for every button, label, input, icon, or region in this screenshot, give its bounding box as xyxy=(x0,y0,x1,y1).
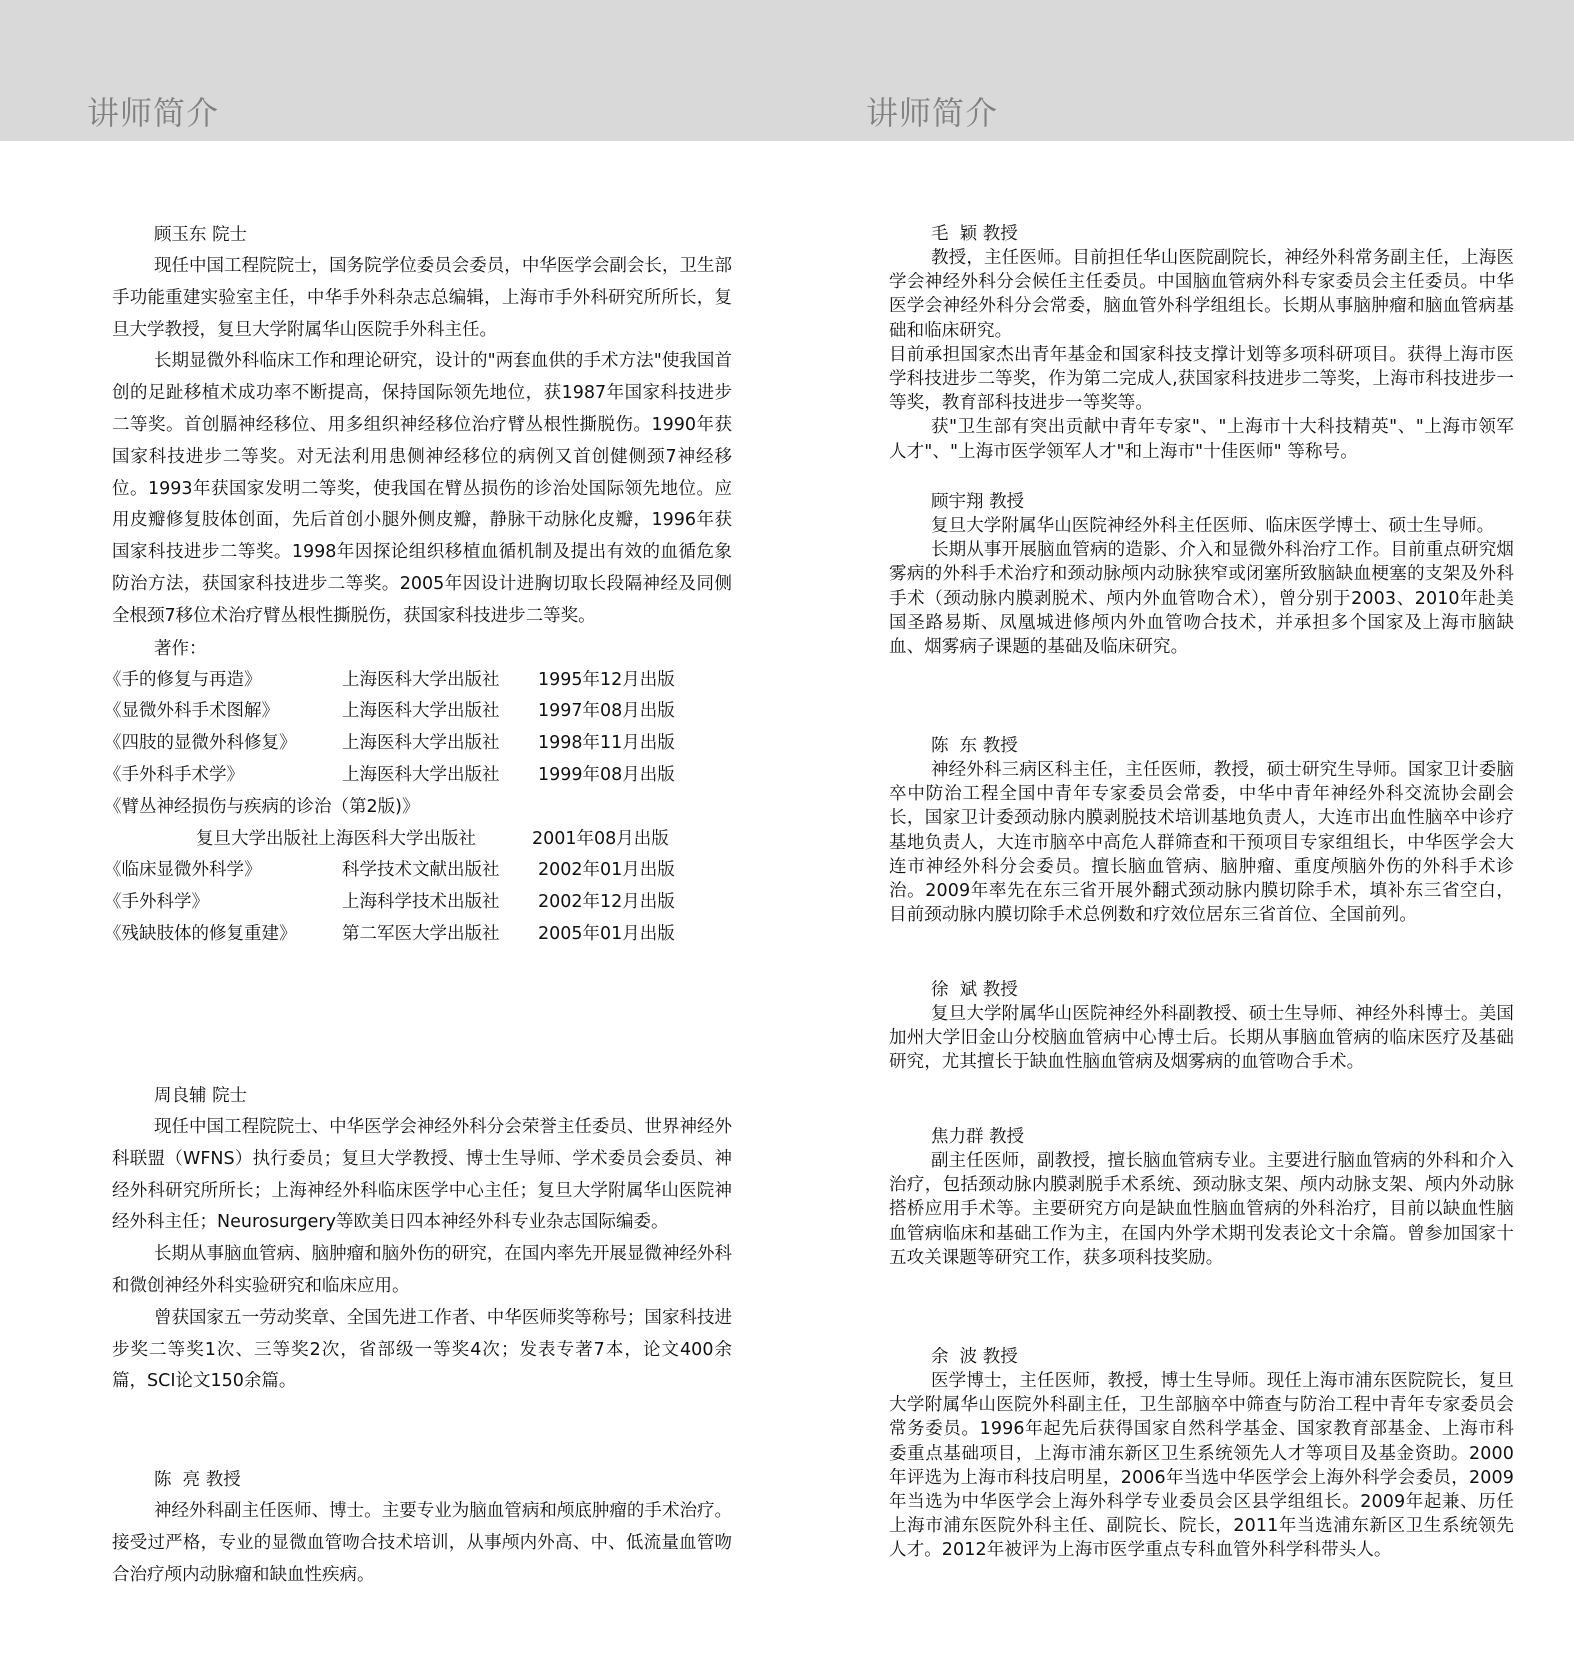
works-label: 著作： xyxy=(154,638,207,659)
left-page-title: 讲师简介 xyxy=(87,94,220,132)
bio-paragraph: 现任中国工程院院士，国务院学位委员会委员，中华医学会副会长，卫生部手功能重建实验室主任，中华手外科杂志总编辑，上海市手外科研究所所长，复旦大学教授，复旦大学附属华山医院手外科主任。 xyxy=(112,256,732,340)
bio-zhou-liangfu xyxy=(112,1080,732,1398)
work-title: 《手外科学》 xyxy=(104,892,209,913)
bio-gu-yudong xyxy=(104,219,732,951)
work-publisher: 复旦大学出版社上海医科大学出版社 xyxy=(196,828,476,849)
work-row xyxy=(104,760,732,792)
bio-name: 徐 斌 教授 xyxy=(931,980,1018,1000)
bio-paragraph: 医学博士，主任医师，教授，博士生导师。现任上海市浦东医院院长，复旦大学附属华山医院外科副主任，卫生部脑卒中筛查与防治工程中青年专家委员会常务委员。1996年起先后获得国家自然科学基金、国家教育部基金、上海市科委重点基础项目，上海市浦东新区卫生系统领先人才等项目及基金资助。2000年评选为上海市科技启明星，2006年当选中华医学会上海外科学会委员，2009年当选为中华医学会上海外科学专业委员会区县学组组长。2009年起兼、历任上海市浦东医院外科主任、副院长、院长，2011年当选浦东新区卫生系统领先人才。2012年被评为上海市医学重点专科血管外科学科带头人。 xyxy=(889,1371,1514,1561)
work-date: 2005年01月出版 xyxy=(538,923,675,944)
work-title: 《手的修复与再造》 xyxy=(104,669,262,690)
work-date: 1997年08月出版 xyxy=(538,701,675,722)
bio-xu-bin xyxy=(889,978,1514,1075)
work-row xyxy=(104,919,732,951)
work-row xyxy=(104,696,732,728)
work-title: 《临床显微外科学》 xyxy=(104,860,262,881)
work-date: 1999年08月出版 xyxy=(538,764,675,785)
work-title: 《显微外科手术图解》 xyxy=(104,701,279,722)
bio-yu-bo xyxy=(889,1345,1514,1563)
bio-paragraph: 复旦大学附属华山医院神经外科主任医师、临床医学博士、硕士生导师。 xyxy=(931,516,1495,536)
bio-paragraph: 神经外科三病区科主任，主任医师，教授，硕士研究生导师。国家卫计委脑卒中防治工程全国中青年专家委员会常委，中华中青年神经外科交流协会副会长，国家卫计委颈动脉内膜剥脱技术培训基地负责人，大连市出血性脑卒中诊疗基地负责人，大连市脑卒中高危人群筛查和干预项目专家组组长，中华医学会大连市神经外科分会委员。擅长脑血管病、脑肿瘤、重度颅脑外伤的外科手术诊治。2009年率先在东三省开展外翻式颈动脉内膜切除手术，填补东三省空白，目前颈动脉内膜切除手术总例数和疗效位居东三省首位、全国前列。 xyxy=(889,760,1514,926)
work-publisher: 第二军医大学出版社 xyxy=(342,923,500,944)
bio-paragraph: 长期显微外科临床工作和理论研究，设计的"两套血供的手术方法"使我国首创的足趾移植术成功率不断提高，保持国际领先地位，获1987年国家科技进步二等奖。首创膈神经移位、用多组织神经移位治疗臂丛根性撕脱伤。1990年获国家科技进步二等奖。对无法利用患侧神经移位的病例又首创健侧颈7神经移位。1993年获国家发明二等奖，使我国在臂丛损伤的诊治处国际领先地位。应用皮瓣修复肢体创面，先后首创小腿外侧皮瓣，静脉干动脉化皮瓣，1996年获国家科技进步二等奖。1998年因探论组织移植血循机制及提出有效的血循危象防治方法，获国家科技进步二等奖。2005年因设计进胸切取长段隔神经及同侧全根颈7移位术治疗臂丛根性撕脱伤，获国家科技进步二等奖。 xyxy=(112,351,732,626)
bio-jiao-liqun xyxy=(889,1125,1514,1270)
work-date: 2002年12月出版 xyxy=(538,892,675,913)
bio-paragraph: 获"卫生部有突出贡献中青年专家"、"上海市十大科技精英"、"上海市领军人才"、"上海市医学领军人才"和上海市"十佳医师" 等称号。 xyxy=(889,417,1514,462)
bio-chen-dong xyxy=(889,734,1514,927)
work-publisher: 上海医科大学出版社 xyxy=(342,733,500,754)
work-row xyxy=(112,824,732,856)
work-date: 1998年11月出版 xyxy=(538,733,675,754)
bio-paragraph: 目前承担国家杰出青年基金和国家科技支撑计划等多项科研项目。获得上海市医学科技进步二等奖，作为第二完成人,获国家科技进步二等奖，上海市科技进步一等奖，教育部科技进步一等奖等。 xyxy=(889,344,1514,414)
bio-gu-yuxiang xyxy=(889,490,1514,659)
bio-name: 陈 东 教授 xyxy=(931,736,1018,756)
bio-paragraph: 曾获国家五一劳动奖章、全国先进工作者、中华医师奖等称号；国家科技进步奖二等奖1次、三等奖2次，省部级一等奖4次；发表专著7本，论文400余篇，SCI论文150余篇。 xyxy=(112,1307,732,1392)
bio-name: 顾玉东 院士 xyxy=(154,225,248,245)
work-date: 1995年12月出版 xyxy=(538,669,675,690)
bio-paragraph: 副主任医师，副教授，擅长脑血管病专业。主要进行脑血管病的外科和介入治疗，包括颈动脉内膜剥脱手术系统、颈动脉支架、颅内动脉支架、颅内外动脉搭桥应用手术等。主要研究方向是缺血性脑血管病的外科治疗，目前以缺血性脑血管病临床和基础工作为主，在国内外学术期刊发表论文十余篇。曾参加国家十五攻关课题等研究工作，获多项科技奖励。 xyxy=(889,1151,1514,1268)
work-publisher: 上海科学技术出版社 xyxy=(342,892,500,913)
header-band xyxy=(0,0,1574,141)
right-page-title: 讲师简介 xyxy=(866,94,999,132)
work-row xyxy=(104,792,732,824)
work-publisher: 上海医科大学出版社 xyxy=(342,701,500,722)
bio-paragraph: 现任中国工程院院士、中华医学会神经外科分会荣誉主任委员、世界神经外科联盟（WFNS）执行委员；复旦大学教授、博士生导师、学术委员会委员、神经外科研究所所长；上海神经外科临床医学中心主任；复旦大学附属华山医院神经外科主任；Neurosurgery等欧美日四本神经外科专业杂志国际编委。 xyxy=(112,1117,732,1233)
work-title: 《残缺肢体的修复重建》 xyxy=(104,923,297,944)
bio-name: 焦力群 教授 xyxy=(931,1127,1025,1147)
bio-name: 陈 亮 教授 xyxy=(154,1470,241,1490)
work-title: 《臂丛神经损伤与疾病的诊治（第2版)》 xyxy=(104,796,420,817)
work-row xyxy=(104,855,732,887)
bio-mao-ying xyxy=(889,222,1514,464)
bio-paragraph: 复旦大学附属华山医院神经外科副教授、硕士生导师、神经外科博士。美国加州大学旧金山分校脑血管病中心博士后。长期从事脑血管病的临床医疗及基础研究，尤其擅长于缺血性脑血管病及烟雾病的血管吻合手术。 xyxy=(889,1004,1514,1073)
work-publisher: 上海医科大学出版社 xyxy=(342,669,500,690)
work-row xyxy=(104,887,732,919)
bio-paragraph: 长期从事脑血管病、脑肿瘤和脑外伤的研究，在国内率先开展显微神经外科和微创神经外科实验研究和临床应用。 xyxy=(112,1244,732,1296)
bio-name: 余 波 教授 xyxy=(931,1347,1018,1367)
bio-paragraph: 长期从事开展脑血管病的造影、介入和显微外科治疗工作。目前重点研究烟雾病的外科手术治疗和颈动脉颅内动脉狭窄或闭塞所致脑缺血梗塞的支架及外科手术（颈动脉内膜剥脱术、颅内外血管吻合术），曾分别于2003、2010年赴美国圣路易斯、凤凰城进修颅内外血管吻合技术，并承担多个国家及上海市脑缺血、烟雾病子课题的基础及临床研究。 xyxy=(889,540,1514,658)
work-title: 《四肢的显微外科修复》 xyxy=(104,733,297,754)
work-row xyxy=(104,665,732,697)
work-publisher: 上海医科大学出版社 xyxy=(342,764,500,785)
work-publisher: 科学技术文献出版社 xyxy=(342,860,500,881)
bio-paragraph: 教授，主任医师。目前担任华山医院副院长，神经外科常务副主任，上海医学会神经外科分会候任主任委员。中国脑血管病外科专家委员会主任委员。中华医学会神经外科分会常委，脑血管外科学组组长。长期从事脑肿瘤和脑血管病基础和临床研究。 xyxy=(889,248,1514,341)
bio-chen-liang xyxy=(112,1464,732,1591)
work-date: 2002年01月出版 xyxy=(538,860,675,881)
work-row xyxy=(104,728,732,760)
bio-paragraph: 神经外科副主任医师、博士。主要专业为脑血管病和颅底肿瘤的手术治疗。接受过严格，专业的显微血管吻合技术培训，从事颅内外高、中、低流量血管吻合治疗颅内动脉瘤和缺血性疾病。 xyxy=(112,1501,732,1585)
bio-name: 周良辅 院士 xyxy=(154,1086,248,1106)
work-date: 2001年08月出版 xyxy=(532,828,669,849)
bio-name: 毛 颖 教授 xyxy=(931,224,1018,244)
bio-name: 顾宇翔 教授 xyxy=(931,492,1025,512)
work-title: 《手外科手术学》 xyxy=(104,764,244,785)
